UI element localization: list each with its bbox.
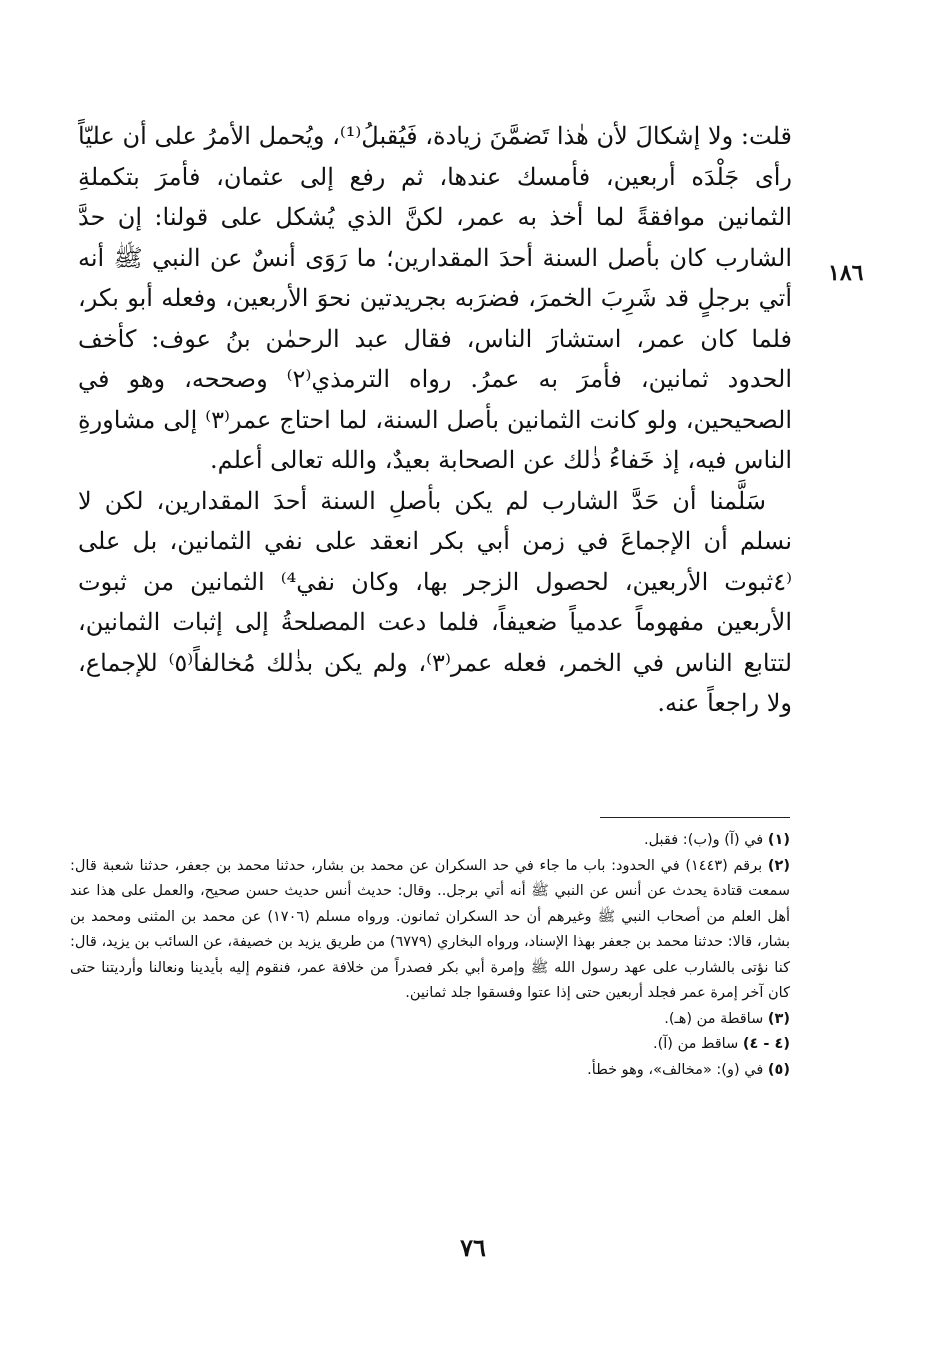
footnote-4 [70,1032,790,1058]
footnote-1 [70,828,790,854]
page-number: ٧٦ [460,1233,486,1262]
footnote-text: برقم (١٤٤٣) في الحدود: باب ما جاء في حد السكران عن محمد بن بشار، حدثنا محمد بن جعفر، حدثنا شعبة قال: سمعت قتادة يحدث عن أنس عن النبي ﷺ أنه أتي برجل.. وقال: حديث أنس حديث حسن صحيح، والعمل على هذا عند أهل العلم من أصحاب النبي ﷺ وغيرهم أن حد السكران ثمانون. ورواه مسلم (١٧٠٦) عن محمد بن المثنى ومحمد بن بشار، قالا: حدثنا محمد بن جعفر بهذا الإسناد، ورواه البخاري (٦٧٧٩) من طريق يزيد بن خصيفة، عن السائب بن يزيد، قال: كنا نؤتى بالشارب على عهد رسول الله ﷺ وإمرة أبي بكر فصدراً من خلافة عمر، فنقوم إليه بأيدينا ونعالنا وأرديتنا حتى كان آخر إمرة عمر فجلد أربعين حتى إذا عتوا وفسقوا جلد ثمانين. [70,857,790,1001]
footnote-text: في (و): «مخالف»، وهو خطأ. [587,1061,764,1078]
footnote-number: (٥) [767,1061,790,1078]
footnote-5 [70,1058,790,1084]
footnote-text: في (آ) و(ب): فقبل. [643,832,764,848]
paragraph-1: قلت: ولا إشكالَ لأن هٰذا تَضمَّنَ زيادة، فَيُقبلُ⁽¹⁾، ويُحمل الأمرُ على أن عليّاً رأى جَلْدَه أربعين، فأمسك عندها، ثم رفع إلى عثمان، فأمرَ بتكملةِ الثمانين موافقةً لما أخذ به عمر، لكنَّ الذي يُشكل على قولنا: إن حدَّ الشارب كان بأصل السنة أحدَ المقدارين؛ ما رَوَى أنسٌ عن النبي ﷺ أنه أتي برجلٍ قد شَرِبَ الخمرَ، فضرَبه بجريدتين نحوَ الأربعين، وفعله أبو بكر، فلما كان عمر، استشارَ الناس، فقال عبد الرحمٰن بنُ عوف: كأخف الحدود ثمانين، فأمرَ به عمرُ. رواه الترمذي⁽٢⁾ وصححه، وهو في الصحيحين، ولو كانت الثمانين بأصل السنة، لما احتاج عمر⁽٣⁾ إلى مشاورةِ الناس فيه، إذ خَفاءُ ذٰلك عن الصحابة بعيدٌ، والله تعالى أعلم. [78,122,793,474]
footnote-separator [600,817,790,818]
footnote-number: (٢) [767,857,791,874]
paragraph-2: سَلَّمنا أن حَدَّ الشارب لم يكن بأصلِ السنة أحدَ المقدارين، لكن لا نسلم أن الإجماعَ في زمن أبي بكر انعقد على نفي الثمانين، بل على ⁽٤ثبوت الأربعين، لحصول الزجر بها، وكان نفي⁴⁾ الثمانين من ثبوت الأربعين مفهوماً عدمياً ضعيفاً، فلما دعت المصلحةُ إلى إثبات الثمانين، لتتابع الناس في الخمر، فعله عمر⁽٣⁾، ولم يكن بذٰلك مُخالفاً⁽٥⁾ للإجماع، ولا راجعاً عنه. [78,486,793,717]
main-text-body [78,116,792,724]
footnotes-section [70,828,790,1083]
footnote-3 [70,1007,790,1033]
footnote-2 [70,854,790,1007]
footnote-number: (١) [767,832,790,848]
footnote-number: (٣) [767,1010,790,1027]
side-reference-number: ١٨٦ [828,260,864,286]
footnote-text: ساقطة من (هـ). [664,1010,764,1027]
footnote-text: ساقط من (آ). [653,1036,739,1052]
footnote-number: (٤ - ٤) [742,1036,790,1052]
